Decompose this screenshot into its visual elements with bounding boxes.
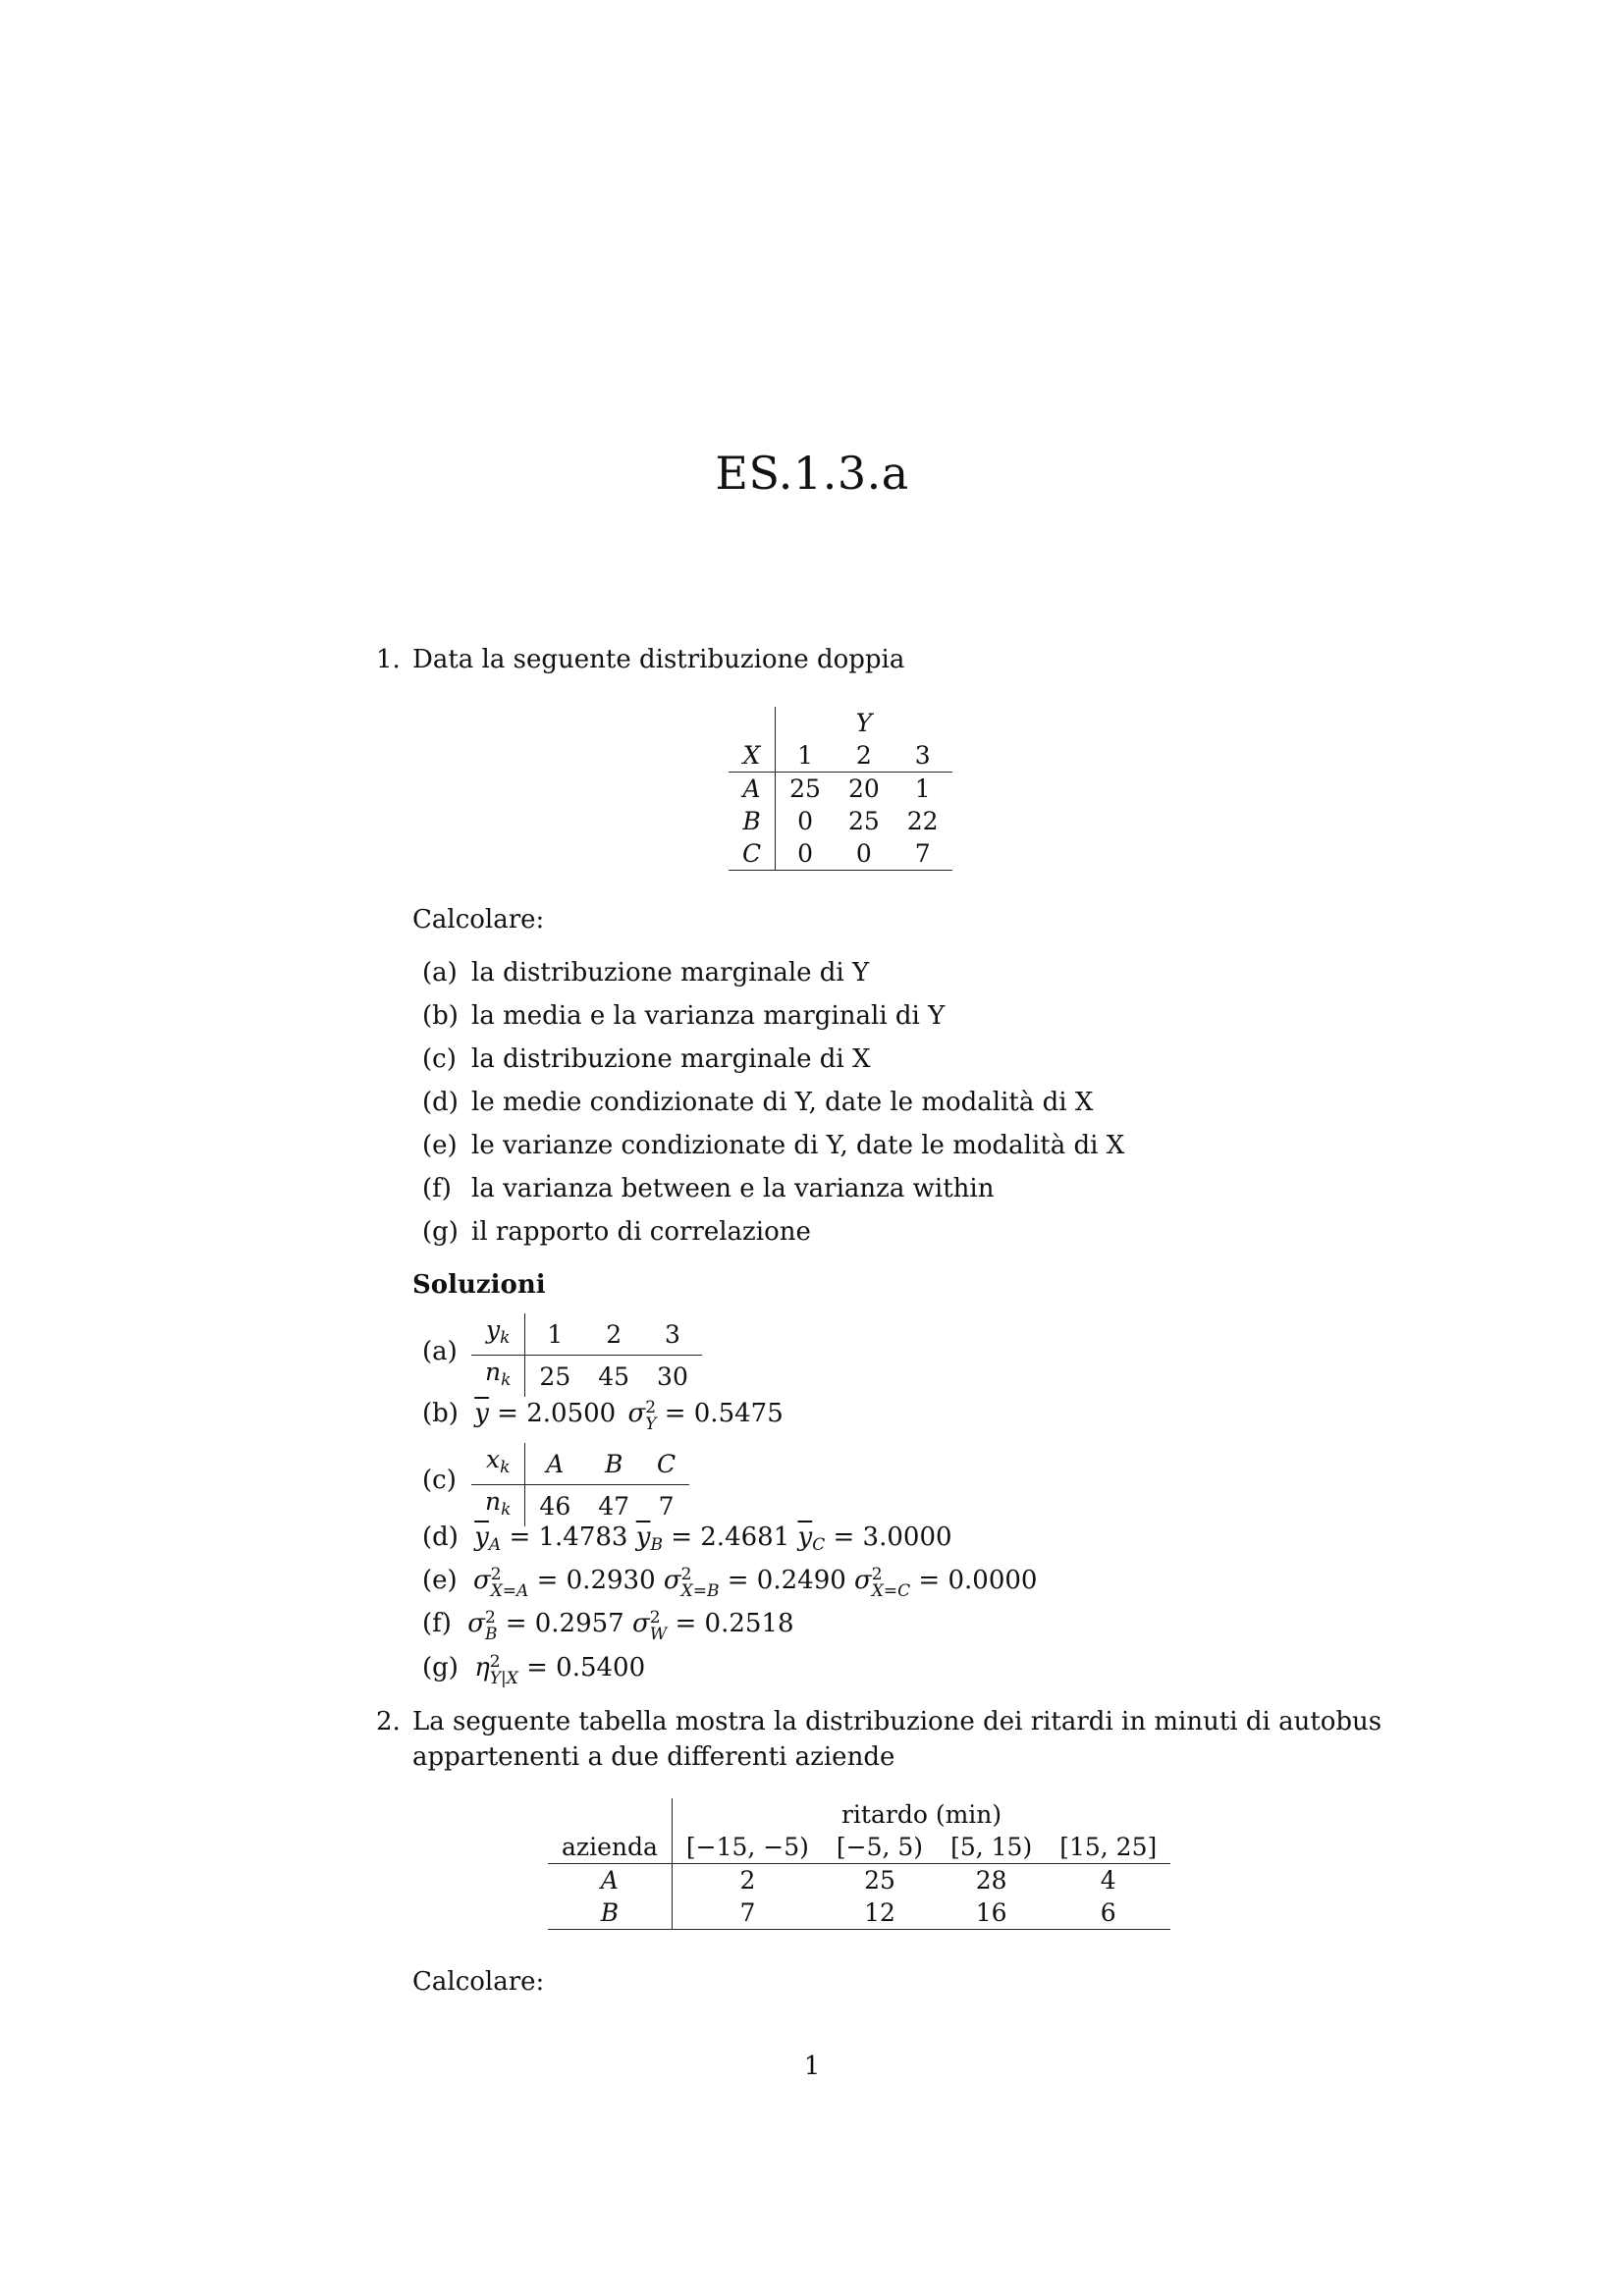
solution-e-label: (e) bbox=[422, 1566, 458, 1595]
table-col-var: Y bbox=[855, 709, 873, 737]
solutions-heading: Soluzioni bbox=[412, 1270, 546, 1300]
head-subscript: k bbox=[500, 1328, 511, 1348]
solution-g-sub: Y|X bbox=[489, 1669, 518, 1688]
table-col-header: [−5, 5) bbox=[836, 1833, 924, 1861]
table-row bbox=[729, 805, 952, 837]
table-cell: 2 bbox=[672, 1864, 823, 1897]
table-row-label: B bbox=[548, 1896, 672, 1930]
table-cell: 47 bbox=[598, 1491, 630, 1521]
table-row bbox=[548, 1896, 1170, 1930]
ex1-compute-label: Calcolare: bbox=[412, 905, 545, 934]
table-cell: 7 bbox=[658, 1491, 675, 1521]
solution-e-va: = 0.2930 bbox=[536, 1566, 656, 1595]
solution-a-table bbox=[471, 1313, 702, 1397]
ex1-item-text: le medie condizionate di Y, date le modalità di X bbox=[471, 1088, 1094, 1117]
solution-e-sub-a: X=A bbox=[490, 1581, 529, 1601]
table-row bbox=[548, 1864, 1170, 1897]
table-col-header: 1 bbox=[797, 741, 813, 770]
table-cell: 25 bbox=[847, 807, 880, 835]
table-cell: 16 bbox=[937, 1896, 1046, 1930]
solution-e: (e) σ 2 X=A = 0.2930 σ 2 X=B = 0.2490 σ 2 X=C = 0.0000 bbox=[422, 1565, 1038, 1601]
table-cell: A bbox=[525, 1443, 584, 1485]
foot-subscript: k bbox=[501, 1500, 512, 1520]
solution-d: (d) $\overline{y}_A = 1.4783$ $\overline{y}_B = 2.4681$ $\overline{y}_C = 3.0000$ bbox=[422, 1522, 952, 1555]
solution-d-label: (d) bbox=[422, 1522, 459, 1552]
table-cell: 30 bbox=[657, 1362, 688, 1391]
ex1-item-label: (a) bbox=[422, 958, 458, 988]
table-col-header: 3 bbox=[914, 741, 931, 770]
page-number: 1 bbox=[803, 2052, 821, 2081]
solution-g-label: (g) bbox=[422, 1653, 459, 1682]
table-cell: B bbox=[584, 1443, 643, 1485]
foot-subscript: k bbox=[501, 1370, 512, 1390]
table-cell: 7 bbox=[672, 1896, 823, 1930]
ex2-intro-line2: appartenenti a due differenti aziende bbox=[412, 1742, 895, 1772]
table-cell: 12 bbox=[823, 1896, 937, 1930]
ex1-item-label: (c) bbox=[422, 1044, 457, 1074]
head-symbol: y bbox=[485, 1315, 501, 1344]
table-row-var: X bbox=[729, 739, 776, 773]
ex2-compute-label: Calcolare: bbox=[412, 1967, 545, 1997]
solution-a-label: (a) bbox=[422, 1337, 458, 1366]
table-cell: 20 bbox=[835, 773, 893, 806]
table-cell: 0 bbox=[797, 807, 813, 835]
table-cell: 46 bbox=[539, 1491, 571, 1521]
page-title: ES.1.3.a bbox=[715, 447, 909, 500]
ex1-item-text: il rapporto di correlazione bbox=[471, 1217, 811, 1247]
ex1-item-text: le varianze condizionate di Y, date le modalità di X bbox=[471, 1131, 1125, 1160]
ex1-item-label: (f) bbox=[422, 1174, 452, 1203]
solution-e-sub-b: X=B bbox=[680, 1581, 720, 1601]
solution-e-sub-c: X=C bbox=[871, 1581, 911, 1601]
table-cell: 1 bbox=[525, 1313, 584, 1356]
ex1-item-label: (g) bbox=[422, 1217, 459, 1247]
table-cell: 28 bbox=[937, 1864, 1046, 1897]
head-subscript: k bbox=[500, 1458, 511, 1477]
table-row-label: C bbox=[729, 837, 776, 871]
solution-f-within: = 0.2518 bbox=[675, 1609, 794, 1638]
solution-f-label: (f) bbox=[422, 1609, 452, 1638]
table-cell: 45 bbox=[598, 1362, 630, 1391]
foot-symbol: n bbox=[485, 1487, 502, 1516]
table-row-label: B bbox=[729, 805, 776, 837]
solution-g: (g) η 2 Y|X = 0.5400 bbox=[422, 1652, 646, 1688]
solution-c-label: (c) bbox=[422, 1466, 457, 1495]
ex1-item-label: (e) bbox=[422, 1131, 458, 1160]
table-col-header: [5, 15) bbox=[950, 1833, 1033, 1861]
table-cell: C bbox=[643, 1443, 689, 1485]
table-cell: 6 bbox=[1046, 1896, 1170, 1930]
solution-d-yc: = 3.0000 bbox=[833, 1522, 952, 1552]
ex1-item-label: (d) bbox=[422, 1088, 459, 1117]
table-cell: 25 bbox=[539, 1362, 571, 1391]
ex1-item-label: (b) bbox=[422, 1001, 459, 1031]
head-symbol: x bbox=[486, 1445, 501, 1473]
ex1-item-text: la distribuzione marginale di X bbox=[471, 1044, 871, 1074]
solution-d-ya: = 1.4783 bbox=[509, 1522, 628, 1552]
solution-b: (b) $\overline{y} = 2.0500$ σ 2 Y = 0.5475 bbox=[422, 1398, 784, 1434]
solution-e-vb: = 0.2490 bbox=[727, 1566, 846, 1595]
solution-b-var: = 0.5475 bbox=[664, 1399, 784, 1428]
table-cell: 25 bbox=[776, 773, 835, 806]
table-cell: 3 bbox=[643, 1313, 702, 1356]
solution-c-table bbox=[471, 1443, 689, 1526]
solution-b-label: (b) bbox=[422, 1399, 459, 1428]
table-col-header: [15, 25] bbox=[1059, 1833, 1158, 1861]
table-cell: 22 bbox=[906, 807, 939, 835]
table-col-var: ritardo (min) bbox=[840, 1800, 1002, 1829]
table-row-label: A bbox=[548, 1864, 672, 1897]
table-cell: 0 bbox=[776, 837, 835, 871]
ex1-item-text: la varianza between e la varianza within bbox=[471, 1174, 995, 1203]
solution-f-between: = 0.2957 bbox=[505, 1609, 624, 1638]
foot-symbol: n bbox=[485, 1358, 502, 1386]
table-cell: 0 bbox=[835, 837, 893, 871]
ex1-double-distribution-table bbox=[729, 707, 952, 871]
ex2-number: 2. bbox=[376, 1707, 401, 1736]
solution-f: (f) σ 2 B = 0.2957 σ 2 W = 0.2518 bbox=[422, 1608, 794, 1644]
solution-b-mean: = 2.0500 bbox=[497, 1399, 617, 1428]
table-cell: 2 bbox=[584, 1313, 643, 1356]
table-row-var: azienda bbox=[548, 1831, 672, 1864]
solution-e-vc: = 0.0000 bbox=[918, 1566, 1038, 1595]
table-col-header: [−15, −5) bbox=[685, 1833, 809, 1861]
table-cell: 4 bbox=[1046, 1864, 1170, 1897]
table-row-label: A bbox=[729, 773, 776, 806]
table-cell: 1 bbox=[893, 773, 952, 806]
table-row bbox=[729, 837, 952, 871]
ex1-item-text: la distribuzione marginale di Y bbox=[471, 958, 870, 988]
ex1-item-text: la media e la varianza marginali di Y bbox=[471, 1001, 946, 1031]
ex1-intro: Data la seguente distribuzione doppia bbox=[412, 645, 905, 674]
ex2-delay-table bbox=[548, 1798, 1170, 1930]
table-row bbox=[729, 773, 952, 806]
ex2-intro-line1: La seguente tabella mostra la distribuzione dei ritardi in minuti di autobus bbox=[412, 1707, 1382, 1736]
table-cell: 25 bbox=[823, 1864, 937, 1897]
solution-d-yb: = 2.4681 bbox=[671, 1522, 790, 1552]
solution-g-eta: = 0.5400 bbox=[526, 1653, 646, 1682]
table-col-header: 2 bbox=[855, 741, 872, 770]
ex1-number: 1. bbox=[376, 645, 401, 674]
table-cell: 7 bbox=[893, 837, 952, 871]
